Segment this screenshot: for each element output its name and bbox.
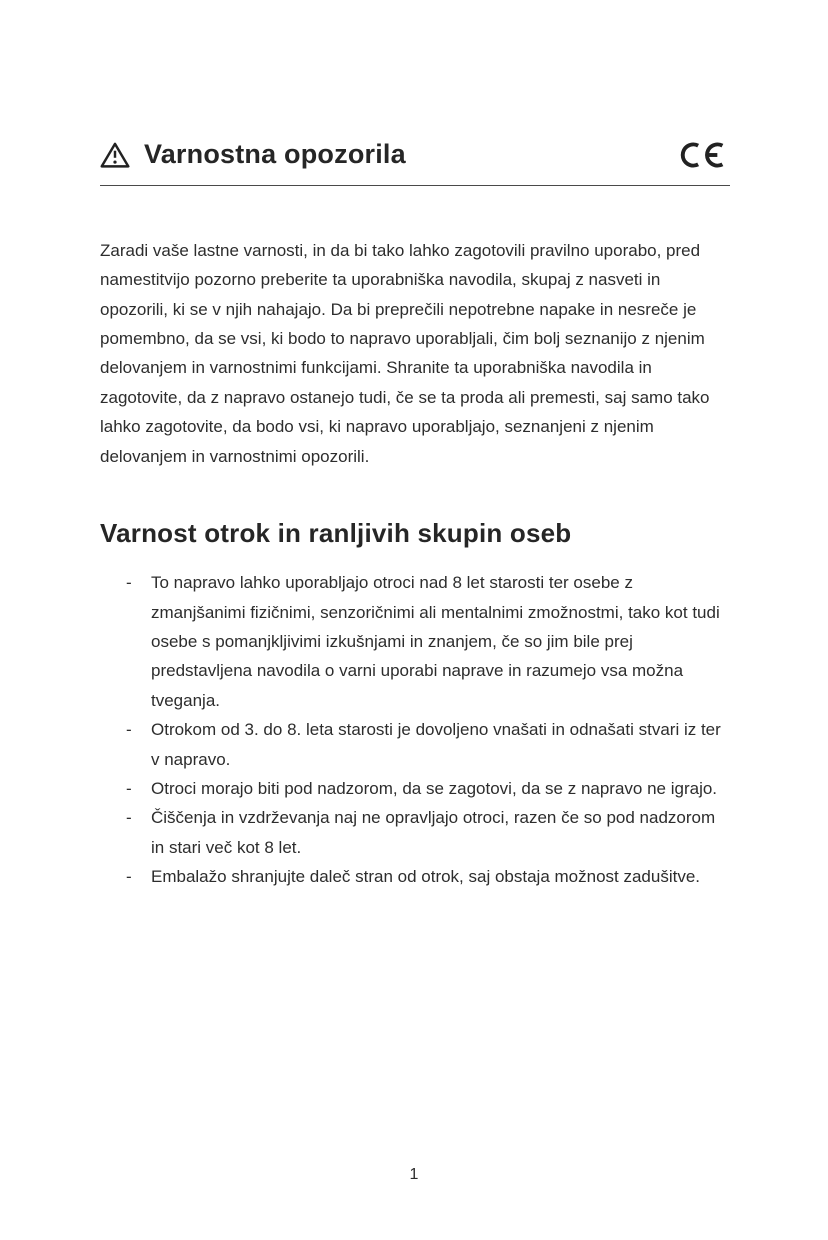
page-footer — [0, 1166, 828, 1184]
title-row — [100, 140, 730, 170]
intro-paragraph: Zaradi vaše lastne varnosti, in da bi tako lahko zagotovili pravilno uporabo, pred namestitvijo pozorno preberite ta uporabniška navodila, skupaj z nasveti in opozorili, ki se v njih nahajajo. Da bi preprečili nepotrebne napake in nesreče je pomembno, da se vsi, ki bodo to napravo uporabljali, čim bolj seznanijo z njenim delovanjem in varnostnimi funkcijami. Shranite ta uporabniška navodila in zagotovite, da z napravo ostanejo tudi, če se ta proda ali premesti, saj samo tako lahko zagotovite, da bodo vsi, ki napravo uporabljajo, seznanjeni z njenim delovanjem in varnostnimi opozorili. — [100, 240, 710, 466]
dash-bullet: - — [126, 720, 132, 740]
dash-bullet: - — [126, 778, 132, 798]
page-number: 1 — [409, 1166, 419, 1183]
dash-bullet: - — [126, 573, 132, 593]
list-item — [126, 774, 724, 803]
dash-bullet: - — [126, 808, 132, 828]
list-item — [126, 803, 724, 862]
list-item — [126, 862, 724, 891]
list-item-text: Otrokom od 3. do 8. leta starosti je dovoljeno vnašati in odnašati stvari iz ter v napravo. — [151, 720, 721, 769]
list-item-text: Embalažo shranjujte daleč stran od otrok, saj obstaja možnost zadušitve. — [151, 867, 701, 887]
list-item-text: Otroci morajo biti pod nadzorom, da se zagotovi, da se z napravo ne igrajo. — [151, 778, 718, 798]
dash-bullet: - — [126, 867, 132, 887]
list-item — [126, 715, 724, 774]
safety-list — [100, 568, 724, 891]
warning-triangle-icon — [100, 141, 130, 169]
list-item-text: Čiščenja in vzdrževanja naj ne opravljajo otroci, razen če so pod nadzorom in stari več kot 8 let. — [151, 808, 716, 857]
header-divider — [100, 185, 730, 186]
page-title: Varnostna opozorila — [144, 139, 406, 169]
section-heading: Varnost otrok in ranljivih skupin oseb — [100, 517, 572, 548]
list-item-text: To napravo lahko uporabljajo otroci nad 8 let starosti ter osebe z zmanjšanimi fizičnimi, senzoričnimi ali mentalnimi zmožnostmi, tako kot tudi osebe s pomanjkljivimi izkušnjami in znanjem, če so jim bile prej predstavljena navodila o varni uporabi naprave in razumejo vsa možna tveganja. — [151, 573, 720, 710]
list-item — [126, 568, 724, 715]
document-header — [100, 140, 730, 186]
ce-mark-icon — [677, 142, 730, 168]
